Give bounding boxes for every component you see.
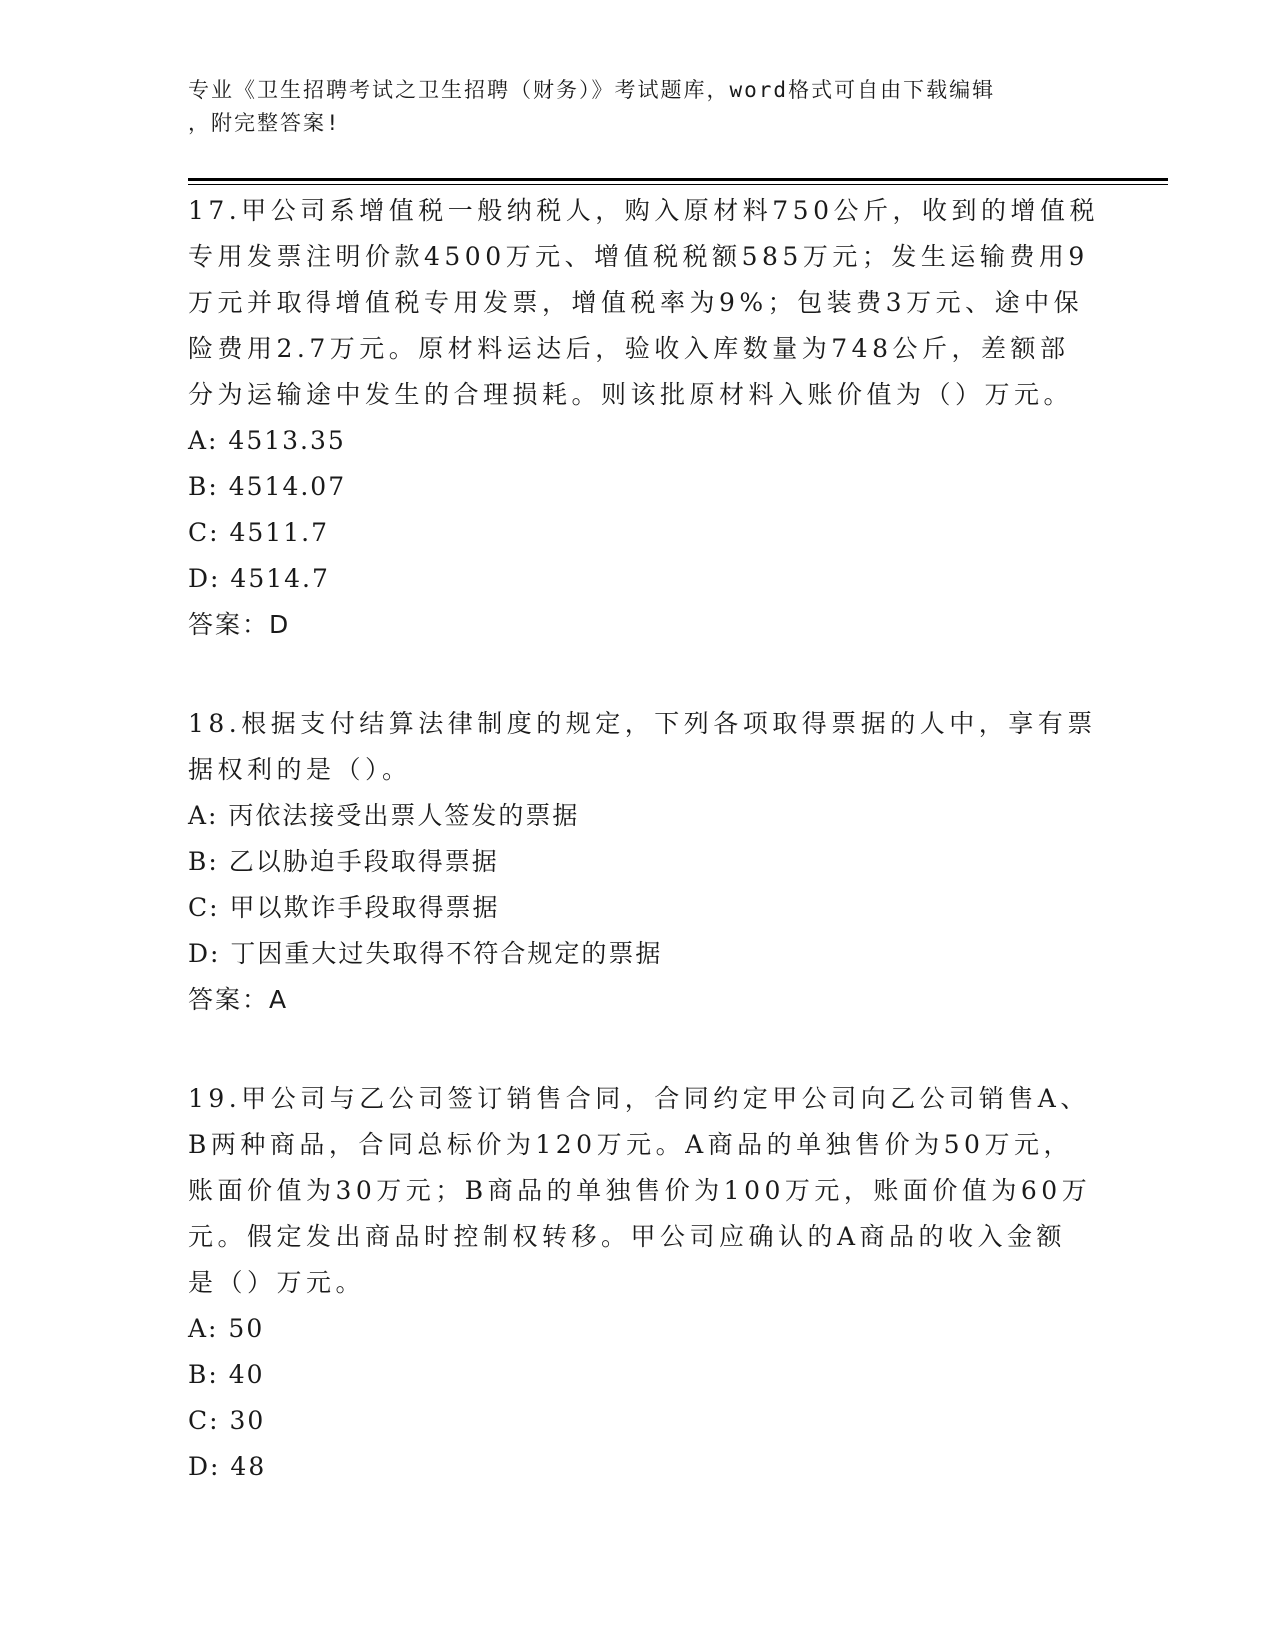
header-divider-thin (188, 184, 1168, 185)
answer-label: 答案：D (188, 610, 291, 639)
question-text-line: 万元并取得增值税专用发票，增值税率为9%；包装费3万元、途中保 (188, 288, 1084, 317)
question-text-line: 17.甲公司系增值税一般纳税人，购入原材料750公斤，收到的增值税 (188, 196, 1099, 225)
question-text-line: 账面价值为30万元；B商品的单独售价为100万元，账面价值为60万 (188, 1176, 1092, 1205)
question-text-line: 专用发票注明价款4500万元、增值税税额585万元；发生运输费用9 (188, 242, 1089, 271)
option-c: C: 30 (188, 1406, 266, 1435)
question-text-line: 险费用2.7万元。原材料运达后，验收入库数量为748公斤，差额部 (188, 334, 1070, 363)
option-d: D: 48 (188, 1452, 267, 1481)
question-text-line: 是（）万元。 (188, 1268, 366, 1297)
question-text-line: 据权利的是（）。 (188, 755, 412, 784)
question-18 (188, 701, 1097, 1023)
question-17 (188, 188, 1099, 648)
option-d: D: 丁因重大过失取得不符合规定的票据 (188, 939, 663, 968)
option-c: C: 甲以欺诈手段取得票据 (188, 893, 500, 922)
question-text-line: 元。假定发出商品时控制权转移。甲公司应确认的A商品的收入金额 (188, 1222, 1067, 1251)
header-divider-thick (188, 178, 1168, 181)
question-text-line: B两种商品，合同总标价为120万元。A商品的单独售价为50万元， (188, 1130, 1073, 1159)
option-b: B: 4514.07 (188, 472, 347, 501)
option-a: A: 50 (188, 1314, 265, 1343)
document-header (188, 74, 1068, 140)
question-text-line: 18.根据支付结算法律制度的规定，下列各项取得票据的人中，享有票 (188, 709, 1097, 738)
answer-label: 答案：A (188, 985, 289, 1014)
option-b: B: 40 (188, 1360, 265, 1389)
question-text-line: 分为运输途中发生的合理损耗。则该批原材料入账价值为（）万元。 (188, 380, 1074, 409)
question-text-line: 19.甲公司与乙公司签订销售合同，合同约定甲公司向乙公司销售A、 (188, 1084, 1090, 1113)
question-list (188, 188, 1099, 1543)
question-19 (188, 1076, 1092, 1490)
option-d: D: 4514.7 (188, 564, 330, 593)
option-a: A: 丙依法接受出票人签发的票据 (188, 801, 580, 830)
option-c: C: 4511.7 (188, 518, 329, 547)
option-a: A: 4513.35 (188, 426, 346, 455)
option-b: B: 乙以胁迫手段取得票据 (188, 847, 499, 876)
header-line-2: ，附完整答案! (188, 111, 341, 135)
header-line-1: 专业《卫生招聘考试之卫生招聘（财务）》考试题库，word格式可自由下载编辑 (188, 78, 996, 102)
